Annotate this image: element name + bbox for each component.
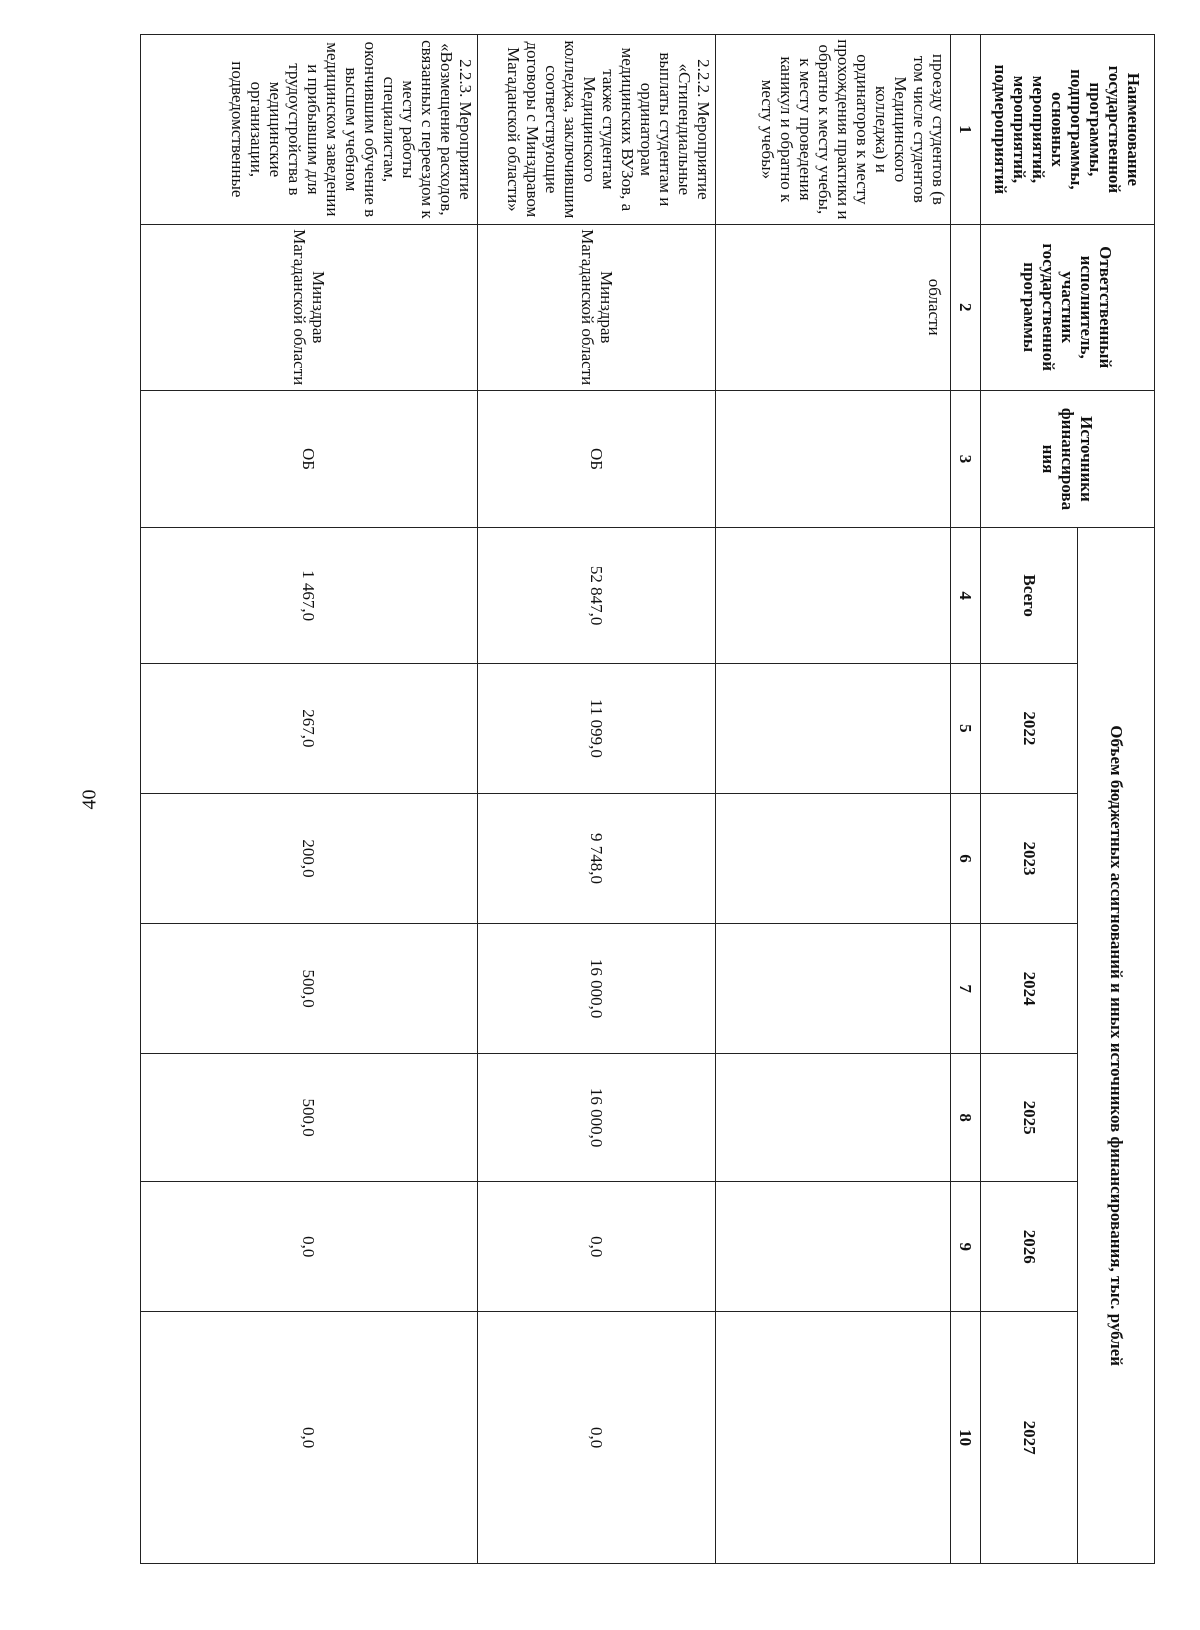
- funding-table: [140, 34, 1155, 1564]
- rotated-page: [140, 34, 1155, 1564]
- column-number: 3: [951, 390, 981, 528]
- header-source: Источники финансирова ния: [980, 390, 1154, 528]
- value-cell: 11 099,0: [477, 663, 716, 793]
- column-number: 1: [951, 35, 981, 225]
- column-number: 4: [951, 528, 981, 664]
- source-cell: ОБ: [477, 390, 716, 528]
- header-year-2026: 2026: [980, 1182, 1078, 1312]
- header-year-2027: 2027: [980, 1312, 1078, 1564]
- header-executor: Ответственный исполнитель, участник государственной программы: [980, 224, 1154, 390]
- source-cell: ОБ: [141, 390, 478, 528]
- value-cell: 0,0: [141, 1312, 478, 1564]
- column-number: 5: [951, 663, 981, 793]
- value-cell: 0,0: [477, 1312, 716, 1564]
- value-cell: 0,0: [477, 1182, 716, 1312]
- program-name-title: 2.2.2. Мероприятие: [694, 59, 714, 200]
- value-cell: [716, 663, 951, 793]
- value-cell: 267,0: [141, 663, 478, 793]
- program-name-cell: [716, 35, 951, 225]
- program-name-title: 2.2.3. Мероприятие: [455, 59, 475, 200]
- page-number: 40: [78, 789, 101, 810]
- program-name-cell: [477, 35, 716, 225]
- header-year-2025: 2025: [980, 1054, 1078, 1182]
- program-name-text: «Стипендиальные выплаты студентам и ординаторам медицинских ВУЗов, а также студентам Медицинского колледжа, заключившим соответствующие договоры с Минздравом Магаданской области»: [504, 40, 695, 219]
- value-cell: [716, 924, 951, 1054]
- column-number: 8: [951, 1054, 981, 1182]
- column-number: 9: [951, 1182, 981, 1312]
- value-cell: [716, 1054, 951, 1182]
- column-number: 10: [951, 1312, 981, 1564]
- header-funding-group: Объем бюджетных ассигнований и иных источников финансирования, тыс. рублей: [1078, 528, 1155, 1564]
- table-row: [141, 35, 478, 1564]
- executor-cell: области: [716, 224, 951, 390]
- value-cell: 500,0: [141, 924, 478, 1054]
- program-name-text: «Возмещение расходов, связанных с переездом к месту работы специалистам, окончившим обучение в высшем учебном медицинском заведении и прибывшим для трудоустройства в медицинские организации, подведомственные: [227, 40, 456, 219]
- program-name-text: проезду студентов (в том числе студентов Медицинского колледжа) и ординаторов к месту прохождения практики и обратно к месту учебы, к месту проведения каникул и обратно к месту учебы»: [758, 39, 948, 220]
- value-cell: [716, 793, 951, 923]
- value-cell: 500,0: [141, 1054, 478, 1182]
- header-year-2023: 2023: [980, 793, 1078, 923]
- program-name-cell: [141, 35, 478, 225]
- value-cell: [716, 1312, 951, 1564]
- value-cell: 52 847,0: [477, 528, 716, 664]
- header-year-2024: 2024: [980, 924, 1078, 1054]
- executor-cell: Минздрав Магаданской области: [141, 224, 478, 390]
- value-cell: 200,0: [141, 793, 478, 923]
- header-year-2022: 2022: [980, 663, 1078, 793]
- table-row: [477, 35, 716, 1564]
- column-number: 7: [951, 924, 981, 1054]
- value-cell: 0,0: [141, 1182, 478, 1312]
- header-program-name: Наименование государственной программы, подпрограммы, основных мероприятий, мероприятий, подмероприятий: [980, 35, 1154, 225]
- value-cell: [716, 528, 951, 664]
- column-number: 2: [951, 224, 981, 390]
- header-year-total: Всего: [980, 528, 1078, 664]
- value-cell: 1 467,0: [141, 528, 478, 664]
- value-cell: 16 000,0: [477, 924, 716, 1054]
- column-number: 6: [951, 793, 981, 923]
- value-cell: [716, 1182, 951, 1312]
- table-row: [716, 35, 951, 1564]
- value-cell: 9 748,0: [477, 793, 716, 923]
- source-cell: [716, 390, 951, 528]
- executor-cell: Минздрав Магаданской области: [477, 224, 716, 390]
- value-cell: 16 000,0: [477, 1054, 716, 1182]
